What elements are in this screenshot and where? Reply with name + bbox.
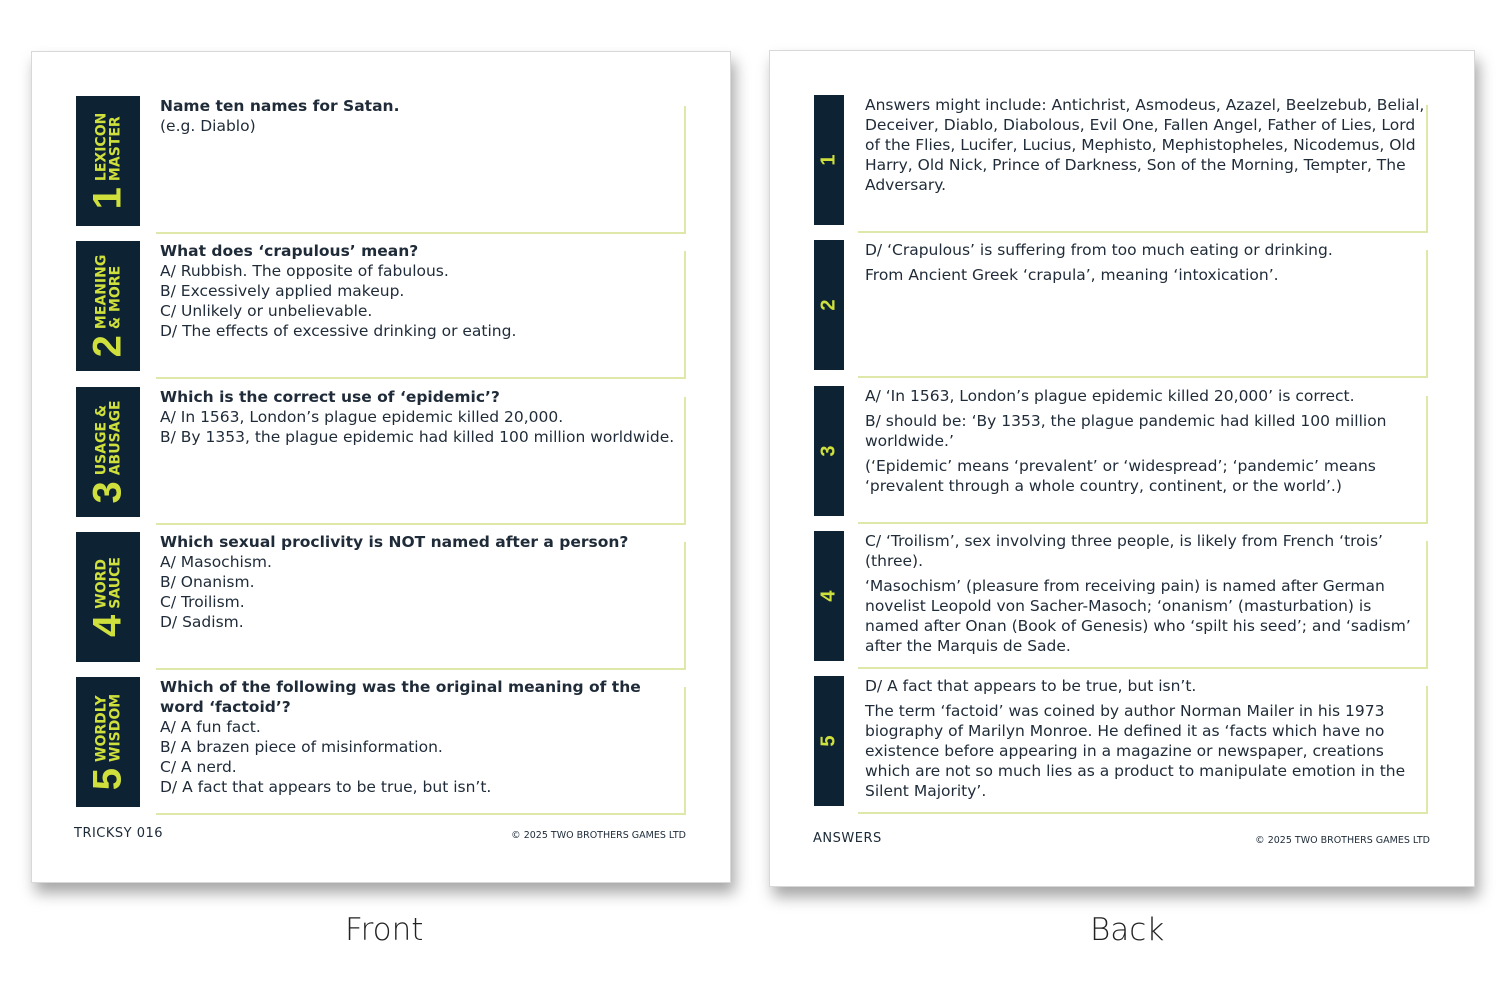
question-title: Which sexual proclivity is NOT named after a person? (160, 533, 629, 551)
answer-option: B/ By 1353, the plague epidemic had killed 100 million worldwide. (160, 428, 675, 446)
answer-paragraph: From Ancient Greek ‘crapula’, meaning ‘intoxication’. (865, 266, 1279, 284)
answer-text (865, 240, 1425, 290)
answer-number-bar (814, 531, 844, 661)
category-name (94, 694, 122, 762)
answer-paragraph: D/ A fact that appears to be true, but isn’t. (865, 677, 1197, 695)
answer-text (865, 386, 1425, 501)
back-copyright: © 2025 TWO BROTHERS GAMES LTD (1255, 835, 1430, 846)
category-name-line: MASTER (107, 116, 123, 182)
category-name-line: USAGE & (93, 404, 109, 476)
answer-option: A/ Masochism. (160, 553, 272, 571)
answer-number-label (818, 590, 841, 601)
question-block (32, 532, 730, 662)
category-name-line: WORD (93, 558, 109, 609)
answer-option: C/ Troilism. (160, 593, 245, 611)
question-block (32, 96, 730, 226)
answer-option: B/ A brazen piece of misinformation. (160, 738, 443, 756)
front-copyright: © 2025 TWO BROTHERS GAMES LTD (511, 830, 686, 841)
answer-option: (e.g. Diablo) (160, 117, 256, 135)
category-name (94, 113, 122, 181)
category-number: 2 (85, 335, 130, 358)
category-bar (76, 532, 140, 662)
category-number: 3 (85, 481, 130, 504)
front-footer-code: TRICKSY 016 (74, 826, 164, 841)
answer-text (865, 531, 1425, 661)
answer-paragraph: ‘Masochism’ (pleasure from receiving pain) is named after German novelist Leopold von Sacher-Masoch; ‘onanism’ (masturbation) is named after Onan (Book of Genesis) who ‘spilt his seed’; and ‘sadism’ after the Marquis de Sade. (865, 577, 1411, 655)
answer-paragraph: B/ should be: ‘By 1353, the plague pandemic had killed 100 million worldwide.’ (865, 412, 1387, 450)
back-caption: Back (1090, 912, 1165, 948)
answer-option: C/ Unlikely or unbelievable. (160, 302, 373, 320)
category-label (86, 557, 131, 637)
question-title: What does ‘crapulous’ mean? (160, 242, 419, 260)
category-name-line: LEXICON (93, 112, 109, 182)
answer-paragraph: The term ‘factoid’ was coined by author Norman Mailer in his 1973 biography of Marilyn Monroe. He defined it as ‘facts which have no existence before appearing in a magazine or newspaper, creations which are not so much lies as a product to manipulate emotion in the Silent Majority’. (865, 702, 1406, 800)
category-name (94, 400, 122, 475)
category-bar (76, 677, 140, 807)
category-name-line: MEANING (93, 254, 109, 330)
question-text (160, 96, 680, 136)
question-block (32, 241, 730, 371)
category-name (94, 557, 122, 609)
category-name-line: WISDOM (107, 693, 123, 762)
answer-option: D/ Sadism. (160, 613, 244, 631)
answer-block (770, 240, 1474, 370)
answer-paragraph: Answers might include: Antichrist, Asmodeus, Azazel, Beelzebub, Belial, Deceiver, Diablo, Diabolous, Evil One, Fallen Angel, Father of Lies, Lord of the Flies, Lucifer, Lucius, Mephisto, Mephistopheles, Nicodemus, Old Harry, Old Nick, Prince of Darkness, Son of the Morning, Tempter, The Adversary. (865, 96, 1425, 194)
category-name (94, 255, 122, 329)
answer-option: D/ A fact that appears to be true, but isn’t. (160, 778, 492, 796)
answer-option: A/ In 1563, London’s plague epidemic killed 20,000. (160, 408, 564, 426)
question-text (160, 532, 680, 632)
answer-number: 3 (817, 445, 840, 457)
answer-number-bar (814, 386, 844, 516)
answer-text (865, 676, 1425, 806)
answer-paragraph: A/ ‘In 1563, London’s plague epidemic killed 20,000’ is correct. (865, 387, 1355, 405)
answer-number-label (818, 735, 841, 746)
answer-number: 2 (817, 299, 840, 311)
category-name-line: & MORE (107, 265, 123, 330)
category-name-line: WORDLY (93, 695, 109, 762)
category-number: 1 (85, 187, 130, 210)
question-title: Which is the correct use of ‘epidemic’? (160, 388, 500, 406)
answer-number-bar (814, 95, 844, 225)
answer-number: 1 (817, 154, 840, 166)
answer-number-label (818, 154, 841, 165)
category-label (86, 113, 131, 210)
category-bar (76, 96, 140, 226)
category-label (86, 400, 131, 503)
answer-number-bar (814, 240, 844, 370)
answer-number: 5 (817, 735, 840, 747)
answer-block (770, 386, 1474, 516)
category-bar (76, 387, 140, 517)
answer-paragraph: (‘Epidemic’ means ‘prevalent’ or ‘widespread’; ‘pandemic’ means ‘prevalent through a whole country, continent, or the world’.) (865, 457, 1376, 495)
category-label (86, 255, 131, 358)
category-label (86, 694, 131, 790)
answer-option: A/ A fun fact. (160, 718, 261, 736)
question-title: Which of the following was the original meaning of the word ‘factoid’? (160, 678, 641, 716)
front-card (31, 51, 731, 883)
back-footer-label: ANSWERS (813, 831, 882, 846)
answer-number-label (818, 299, 841, 310)
answer-number-label (818, 445, 841, 456)
answer-paragraph: D/ ‘Crapulous’ is suffering from too much eating or drinking. (865, 241, 1333, 259)
answer-option: B/ Onanism. (160, 573, 255, 591)
answer-number-bar (814, 676, 844, 806)
question-block (32, 387, 730, 517)
answer-option: B/ Excessively applied makeup. (160, 282, 405, 300)
answer-block (770, 531, 1474, 661)
category-name-line: SAUCE (107, 557, 123, 609)
answer-option: D/ The effects of excessive drinking or eating. (160, 322, 517, 340)
front-caption: Front (345, 912, 424, 948)
category-bar (76, 241, 140, 371)
answer-number: 4 (817, 590, 840, 602)
category-name-line: ABUSAGE (107, 400, 123, 476)
question-text (160, 241, 680, 341)
question-text (160, 387, 680, 447)
question-title: Name ten names for Satan. (160, 97, 400, 115)
answer-block (770, 95, 1474, 225)
question-block (32, 677, 730, 807)
answer-paragraph: C/ ‘Troilism’, sex involving three people, is likely from French ‘trois’ (three). (865, 532, 1383, 570)
answer-block (770, 676, 1474, 806)
answer-text (865, 95, 1425, 200)
category-number: 5 (85, 767, 130, 791)
answer-option: A/ Rubbish. The opposite of fabulous. (160, 262, 449, 280)
back-card (769, 50, 1475, 887)
category-number: 4 (85, 614, 130, 637)
question-text (160, 677, 680, 797)
answer-option: C/ A nerd. (160, 758, 237, 776)
